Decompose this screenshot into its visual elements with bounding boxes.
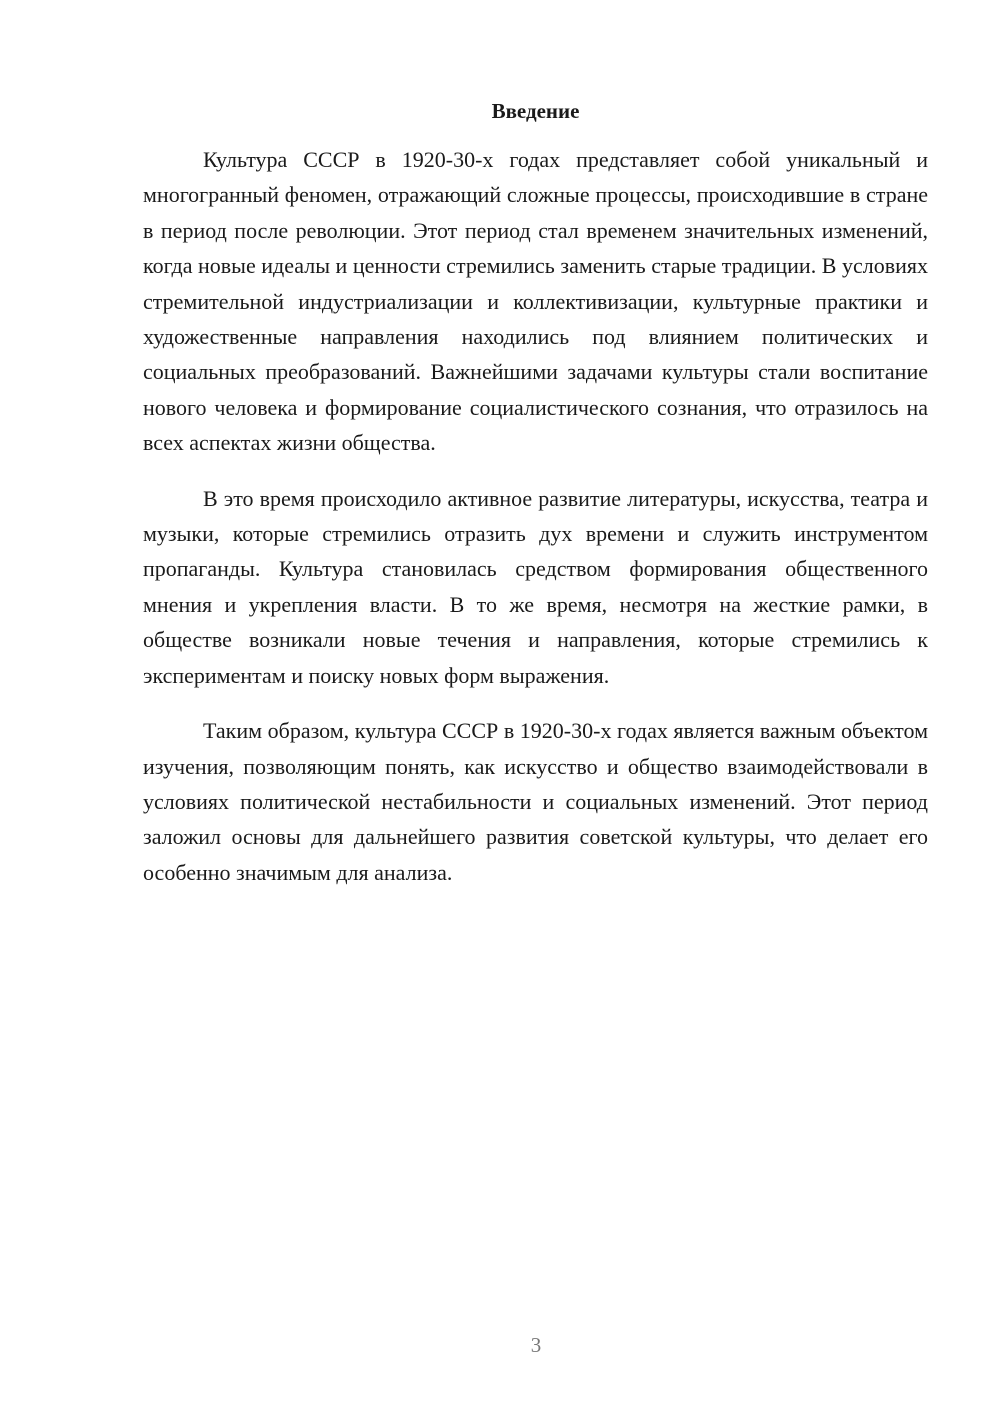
paragraph-2: В это время происходило активное развитие литературы, искусства, театра и музыки, которые стремились отразить дух времени и служить инструментом пропаганды. Культура становилась средством формирования общественного мнения и укрепления власти. В то же время, несмотря на жесткие рамки, в обществе возникали новые течения и направления, которые стремились к экспериментам и поиску новых форм выражения. — [143, 485, 928, 688]
paragraph-1: Культура СССР в 1920-30-х годах представляет собой уникальный и многогранный феномен, отражающий сложные процессы, происходившие в стране в период после революции. Этот период стал временем значительных изменений, когда новые идеалы и ценности стремились заменить старые традиции. В условиях стремительной индустриализации и коллективизации, культурные практики и художественные направления находились под влиянием политических и социальных преобразований. Важнейшими задачами культуры стали воспитание нового человека и формирование социалистического сознания, что отразилось на всех аспектах жизни общества. — [143, 147, 928, 456]
section-heading: Введение — [491, 99, 580, 123]
paragraph-3: Таким образом, культура СССР в 1920-30-х годах является важным объектом изучения, позволяющим понять, как искусство и общество взаимодействовали в условиях политической нестабильности и социальных изменений. Этот период заложил основы для дальнейшего развития советской культуры, что делает его особенно значимым для анализа. — [143, 718, 928, 885]
page-number: 3 — [530, 1333, 542, 1357]
body-text — [143, 142, 928, 910]
